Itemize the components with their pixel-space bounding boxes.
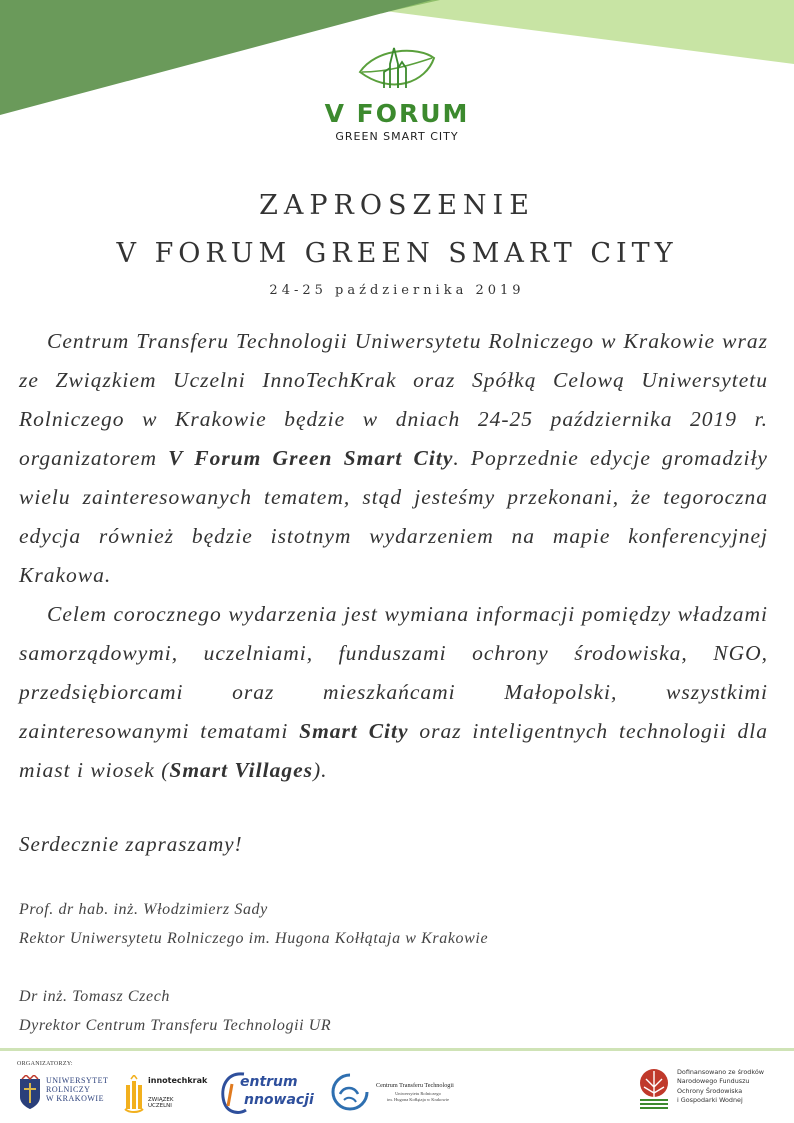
organizers-label: ORGANIZATORZY: <box>17 1061 73 1067</box>
innowacji-text: nnowacji <box>244 1092 314 1108</box>
p2-bold-smart-city: Smart City <box>299 719 409 743</box>
signature-role: Dyrektor Centrum Transferu Technologii UR <box>19 1017 332 1034</box>
centrum-text: entrum <box>240 1074 298 1090</box>
ctt-sub-line: im. Hugona Kołłątaja w Krakowie <box>386 1096 450 1102</box>
ctt-sub-line: Uniwersytetu Rolniczego <box>395 1091 441 1096</box>
logo-subtitle: GREEN SMART CITY <box>335 130 459 143</box>
logo-title: V FORUM <box>324 99 470 128</box>
closing-line: Serdecznie zapraszamy! <box>19 832 243 856</box>
ur-krakow-logo <box>18 1073 108 1113</box>
nfos-text-line: Ochrony Środowiska <box>677 1086 743 1095</box>
ctt-title: Centrum Transferu Technologii <box>376 1082 454 1089</box>
invitation-title: ZAPROSZENIE <box>259 190 535 221</box>
p1-text-a: Centrum Transferu Technologii Uniwersytetu Rolniczego w Krakowie wraz ze Związkiem Uczelni InnoTechKrak oraz Spółką Celową Uniwersytetu Rolniczego w Krakowie będzie w dniach 24-25 października 2019 r. organizatorem <box>19 329 768 470</box>
innotechkrak-name: innotechkrak <box>148 1076 208 1085</box>
ctt-ur-logo <box>330 1071 465 1113</box>
footer-divider <box>0 1048 794 1051</box>
ur-text-line: W KRAKOWIE <box>46 1094 104 1103</box>
signature-name: Prof. dr hab. inż. Włodzimierz Sady <box>19 901 268 918</box>
paragraph-1 <box>19 322 768 595</box>
invitation-body <box>19 322 768 790</box>
ctt-circle-icon <box>330 1072 370 1112</box>
p1-text-b: . Poprzednie edycje gromadziły wielu zainteresowanych tematem, stąd jesteśmy przekonani, że tegoroczna edycja również będzie istotnym wydarzeniem na mapie konferencyjnej Krakowa. <box>19 446 768 587</box>
paragraph-2 <box>19 595 768 790</box>
nfosigw-text <box>677 1068 764 1106</box>
forum-logo <box>322 44 472 143</box>
university-crest-icon <box>18 1075 42 1111</box>
event-date: 24-25 października 2019 <box>269 283 525 298</box>
signature-director <box>19 982 331 1040</box>
nfos-text-line: Narodowego Funduszu <box>677 1077 750 1086</box>
event-title: V FORUM GREEN SMART CITY <box>116 238 678 269</box>
itk-sub-line: ZWIĄZEK <box>148 1097 174 1103</box>
signature-rector <box>19 895 488 953</box>
itk-sub-line: UCZELNI <box>148 1103 172 1109</box>
signature-role: Rektor Uniwersytetu Rolniczego im. Hugona Kołłątaja w Krakowie <box>19 930 489 947</box>
p2-bold-smart-villages: Smart Villages <box>169 758 314 782</box>
ur-text-line: ROLNICZY <box>46 1085 91 1094</box>
innotechkrak-logo <box>123 1073 208 1113</box>
nfosigw-tree-icon <box>637 1067 673 1109</box>
ur-logo-text <box>46 1076 108 1103</box>
nfos-text-line: Dofinansowano ze środków <box>677 1068 764 1076</box>
signature-name: Dr inż. Tomasz Czech <box>19 988 170 1005</box>
leaf-castle-icon <box>356 44 438 96</box>
centrum-innowacji-logo <box>218 1066 314 1118</box>
nfos-text-line: i Gospodarki Wodnej <box>677 1096 743 1105</box>
ur-text-line: UNIWERSYTET <box>46 1076 109 1085</box>
p1-bold-forum-name: V Forum Green Smart City <box>168 446 454 470</box>
ctt-subtitle <box>376 1091 460 1102</box>
p2-text-a: Celem corocznego wydarzenia jest wymiana informacji pomiędzy władzami samorządowymi, uczelniami, funduszami ochrony środowiska, NGO, przedsiębiorcami oraz mieszkańcami Małopolski, wszystkimi zainteresowanymi tematami <box>19 602 768 743</box>
p2-text-b: oraz inteligentnych technologii dla miast i wiosek ( <box>19 719 768 782</box>
nfosigw-logo <box>637 1067 772 1111</box>
innotechkrak-emblem-icon <box>123 1075 145 1113</box>
innotechkrak-sub <box>148 1097 173 1109</box>
p2-text-c: ). <box>313 758 328 782</box>
